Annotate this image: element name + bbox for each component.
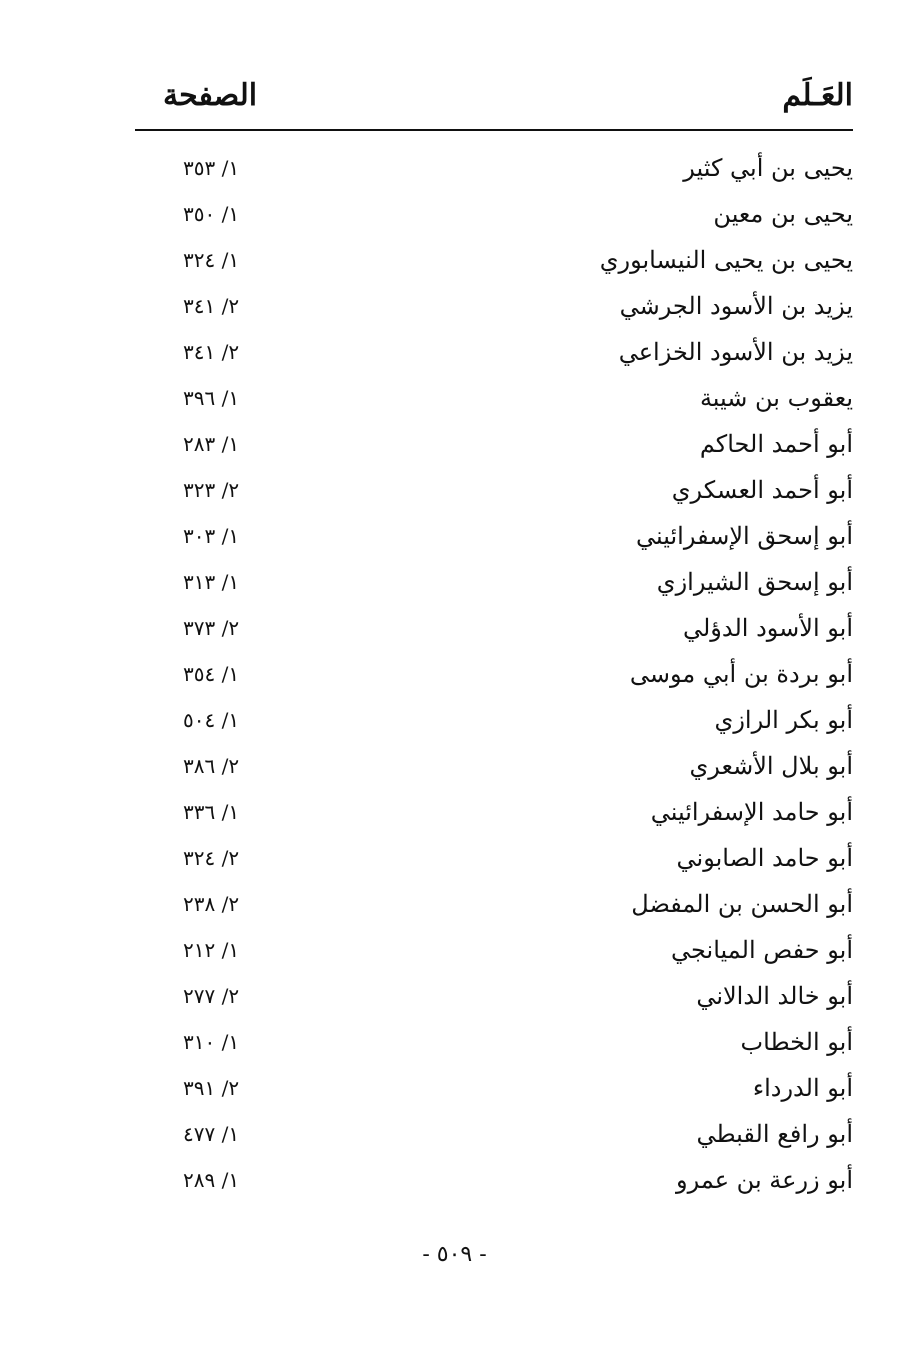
index-row (135, 884, 853, 930)
entry-name: أبو خالد الدالاني (696, 982, 853, 1010)
entry-page: ١/ ٣٢٤ (183, 248, 240, 272)
entry-name: أبو حفص الميانجي (671, 936, 853, 964)
index-row (135, 378, 853, 424)
entry-name: أبو زرعة بن عمرو (676, 1166, 853, 1194)
index-row (135, 654, 853, 700)
entry-name: أبو أحمد العسكري (671, 476, 853, 504)
index-row (135, 700, 853, 746)
entry-page: ١/ ٣١٣ (183, 570, 240, 594)
entry-name: أبو حامد الإسفرائيني (650, 798, 853, 826)
entry-name: يزيد بن الأسود الخزاعي (618, 338, 853, 366)
index-row (135, 1114, 853, 1160)
entry-page: ١/ ٣٩٦ (183, 386, 240, 410)
entry-name: أبو رافع القبطي (696, 1120, 853, 1148)
entry-name: يزيد بن الأسود الجرشي (619, 292, 853, 320)
index-row (135, 1022, 853, 1068)
index-row (135, 562, 853, 608)
index-row (135, 1160, 853, 1206)
index-row (135, 424, 853, 470)
entry-name: أبو أحمد الحاكم (699, 430, 853, 458)
index-row (135, 286, 853, 332)
entry-page: ٢/ ٣٧٣ (183, 616, 240, 640)
index-row (135, 516, 853, 562)
entry-page: ١/ ٣١٠ (183, 1030, 240, 1054)
header-divider (135, 129, 853, 131)
entry-name: أبو الدرداء (752, 1074, 853, 1102)
table-header (135, 72, 853, 122)
entry-name: أبو الحسن بن المفضل (631, 890, 853, 918)
entry-page: ١/ ٣٠٣ (183, 524, 240, 548)
entry-page: ١/ ٣٥٠ (183, 202, 240, 226)
entry-name: أبو إسحق الشيرازي (656, 568, 853, 596)
entry-page: ٢/ ٣٤١ (183, 340, 240, 364)
index-row (135, 240, 853, 286)
entry-page: ٢/ ٢٣٨ (183, 892, 240, 916)
index-row (135, 746, 853, 792)
entry-page: ٢/ ٢٧٧ (183, 984, 240, 1008)
column-header-page: الصفحة (163, 78, 258, 113)
entry-page: ١/ ٢١٢ (183, 938, 240, 962)
index-row (135, 148, 853, 194)
entry-page: ١/ ٤٧٧ (183, 1122, 240, 1146)
entry-page: ٢/ ٣٢٤ (183, 846, 240, 870)
entry-name: أبو الخطاب (740, 1028, 853, 1056)
entry-name: أبو بلال الأشعري (689, 752, 853, 780)
entry-name: أبو الأسود الدؤلي (682, 614, 853, 642)
index-row (135, 194, 853, 240)
entry-name: أبو إسحق الإسفرائيني (636, 522, 853, 550)
entry-name: أبو حامد الصابوني (676, 844, 853, 872)
index-row (135, 930, 853, 976)
index-list (135, 148, 853, 1206)
index-row (135, 976, 853, 1022)
entry-page: ٢/ ٣٤١ (183, 294, 240, 318)
entry-page: ١/ ٢٨٣ (183, 432, 240, 456)
entry-page: ١/ ٢٨٩ (183, 1168, 240, 1192)
entry-page: ١/ ٣٥٣ (183, 156, 240, 180)
index-row (135, 792, 853, 838)
entry-page: ١/ ٥٠٤ (183, 708, 240, 732)
entry-name: أبو بردة بن أبي موسى (629, 660, 853, 688)
entry-name: يحيى بن أبي كثير (683, 154, 853, 182)
column-header-name: العَـلَم (782, 78, 853, 113)
index-row (135, 608, 853, 654)
entry-page: ٢/ ٣٩١ (183, 1076, 240, 1100)
entry-name: أبو بكر الرازي (714, 706, 853, 734)
entry-name: يحيى بن معين (713, 200, 853, 228)
entry-name: يحيى بن يحيى النيسابوري (599, 246, 853, 274)
page-number: - ٥٠٩ - (422, 1242, 487, 1267)
entry-page: ٢/ ٣٢٣ (183, 478, 240, 502)
index-row (135, 332, 853, 378)
entry-page: ١/ ٣٣٦ (183, 800, 240, 824)
entry-name: يعقوب بن شيبة (699, 384, 853, 412)
index-row (135, 1068, 853, 1114)
index-row (135, 470, 853, 516)
entry-page: ١/ ٣٥٤ (183, 662, 240, 686)
index-row (135, 838, 853, 884)
entry-page: ٢/ ٣٨٦ (183, 754, 240, 778)
